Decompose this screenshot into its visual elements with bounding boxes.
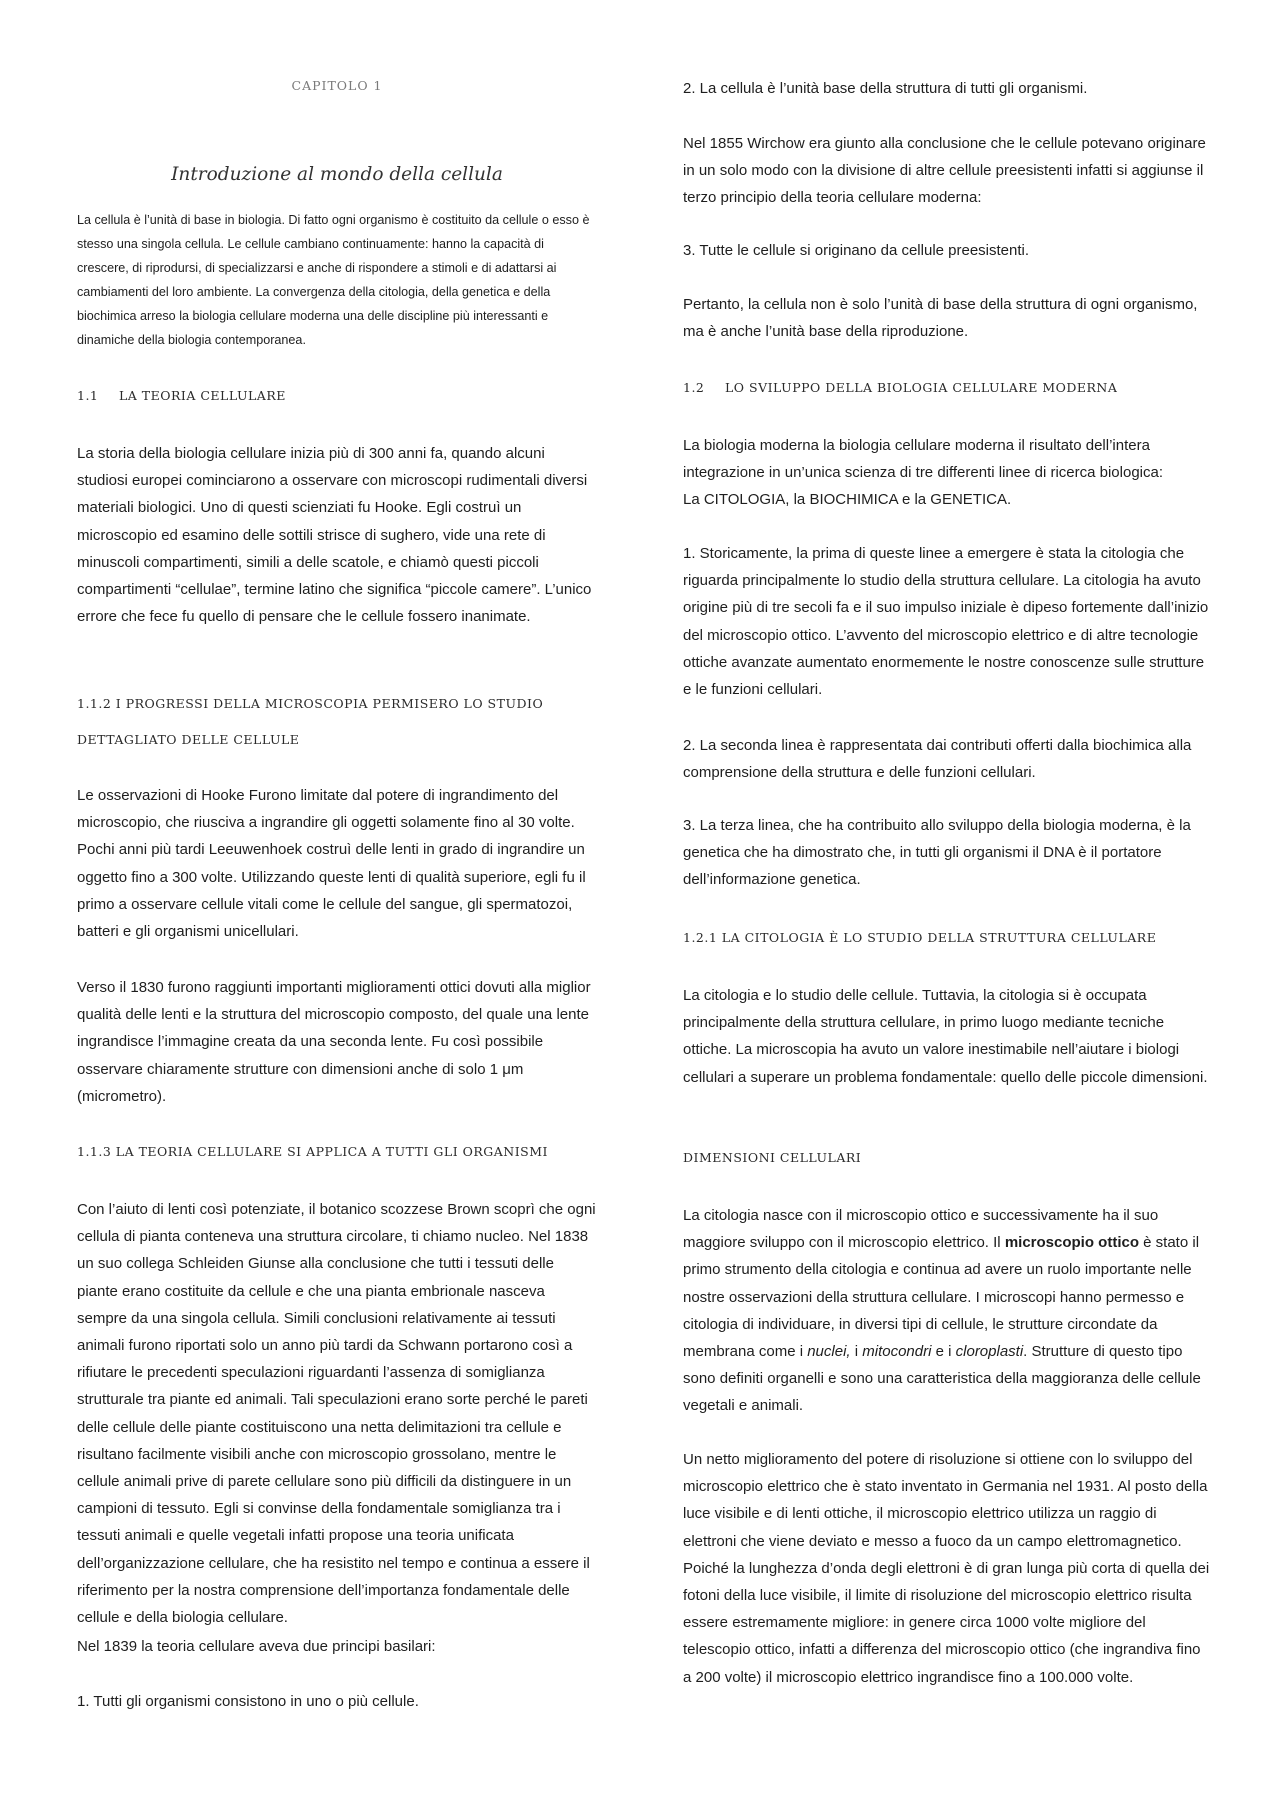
section-number: 1.1 [77, 388, 99, 403]
line-1-citologia: 1. Storicamente, la prima di queste linee a emergere è stata la citologia che riguarda principalmente lo studio della struttura cellulare. La citologia ha avuto origine più di tre secoli fa e il suo impulso iniziale è dipeso fortemente dall’inizio del microscopio ottico. L’avvento del microscopio elettrico e di altre tecnologie ottiche avanzate aumentato enormemente le nostre conoscenze sulle strutture e le funzioni cellulari. [683, 545, 1209, 699]
paragraph-wirchow: Nel 1855 Wirchow era giunto alla conclusione che le cellule potevano originare in un solo modo con la divisione di altre cellule preesistenti infatti si aggiunse il terzo principio della teoria cellulare moderna: [683, 135, 1206, 207]
section-heading-1-1-2: 1.1.2 I PROGRESSI DELLA MICROSCOPIA PERMISERO LO STUDIO DETTAGLIATO DELLE CELLULE [77, 696, 544, 747]
paragraph-1839: Nel 1839 la teoria cellulare aveva due principi basilari: [77, 1638, 436, 1655]
section-heading-1-2 [683, 370, 1211, 406]
paragraph-microscopio-elettrico: Un netto miglioramento del potere di risoluzione si ottiene con lo sviluppo del microscopio elettrico che è stato inventato in Germania nel 1931. Al posto della luce visibile e di lenti ottiche, il microscopio elettrico utilizza un raggio di elettroni che viene deviato e messo a fuoco da un campo elettromagnetico. Poiché la lunghezza d’onda degli elettroni è di gran lunga più corta di quella dei fotoni della luce visibile, il limite di risoluzione del microscopio elettrico risulta essere estremamente migliore: in genere circa 1000 volte migliore del telescopio ottico, infatti a differenza del microscopio ottico (che ingrandiva fino a 200 volte) il microscopio elettrico ingrandisce fino a 100.000 volte. [683, 1451, 1210, 1686]
section-heading-1-1 [77, 378, 597, 414]
paragraph-integrazione: La biologia moderna la biologia cellulare moderna il risultato dell’intera integrazione in un’unica scienza di tre differenti linee di ricerca biologica: [683, 437, 1163, 482]
principle-2: 2. La cellula è l’unità base della struttura di tutti gli organismi. [683, 80, 1088, 97]
line-3-genetica: 3. La terza linea, che ha contribuito allo sviluppo della biologia moderna, è la genetica che ha dimostrato che, in tutti gli organismi il DNA è il portatore dell’informazione genetica. [683, 817, 1191, 889]
principle-3: 3. Tutte le cellule si originano da cellule preesistenti. [683, 242, 1030, 259]
principle-1: 1. Tutti gli organismi consistono in uno o più cellule. [77, 1693, 419, 1710]
section-title: LO SVILUPPO DELLA BIOLOGIA CELLULARE MODERNA [725, 380, 1118, 395]
paragraph-microscopio-ottico: La citologia nasce con il microscopio ottico e successivamente ha il suo maggiore sviluppo con il microscopio elettrico. Il microscopio ottico è stato il primo strumento della citologia e continua ad avere un ruolo importante nelle nostre osservazioni della struttura cellulare. I microscopi hanno permesso e citologia di individuare, in diversi tipi di cellule, le strutture circondate da membrana come i nuclei, i mitocondri e i cloroplasti. Strutture di questo tipo sono definiti organelli e sono una caratteristica della maggioranza delle cellule vegetali e animali. [683, 1207, 1201, 1415]
chapter-label: CAPITOLO 1 [291, 78, 383, 93]
paragraph-leeuwenhoek: Le osservazioni di Hooke Furono limitate dal potere di ingrandimento del microscopio, che riusciva a ingrandire gli oggetti solamente fino al 30 volte. Pochi anni più tardi Leeuwenhoek costruì delle lenti in grado di ingrandire un oggetto fino a 300 volte. Utilizzando queste lenti di qualità superiore, egli fu il primo a osservare cellule vitali come le cellule del sangue, gli spermatozoi, batteri e gli organismi unicellulari. [77, 787, 586, 941]
chapter-title: Introduzione al mondo della cellula [171, 164, 503, 185]
paragraph-citologia: La citologia e lo studio delle cellule. Tuttavia, la citologia si è occupata principalmente della struttura cellulare, in primo luogo mediante tecniche ottiche. La microscopia ha avuto un valore inestimabile nell’aiutare i biologi cellulari a superare un problema fondamentale: quello delle piccole dimensioni. [683, 987, 1208, 1086]
paragraph-pertanto: Pertanto, la cellula non è solo l’unità di base della struttura di ogni organismo, ma è anche l’unità base della riproduzione. [683, 296, 1198, 341]
subheading-dimensioni: DIMENSIONI CELLULARI [683, 1150, 862, 1165]
term-mitocondri: mitocondri [862, 1343, 932, 1361]
section-title: LA TEORIA CELLULARE [119, 388, 286, 403]
line-2-biochimica: 2. La seconda linea è rappresentata dai contributi offerti dalla biochimica alla comprensione della struttura e delle funzioni cellulari. [683, 737, 1192, 782]
paragraph-hooke-history: La storia della biologia cellulare inizia più di 300 anni fa, quando alcuni studiosi europei cominciarono a osservare con microscopi rudimentali diversi materiali biologici. Uno di questi scienziati fu Hooke. Egli costruì un microscopio ed esamino delle sottili strisce di sughero, vide una rete di minuscoli compartimenti, simili a delle scatole, e chiamò questi piccoli compartimenti “cellulae”, termine latino che significa “piccole camere”. L’unico errore che fece fu quello di pensare che le cellule fossero inanimate. [77, 445, 592, 626]
section-heading-1-1-3: 1.1.3 LA TEORIA CELLULARE SI APPLICA A TUTTI GLI ORGANISMI [77, 1144, 548, 1159]
paragraph-1830: Verso il 1830 furono raggiunti importanti miglioramenti ottici dovuti alla miglior qualità delle lenti e la struttura del microscopio composto, del quale una lente ingrandisce l’immagine creata da una seconda lente. Fu così possibile osservare chiaramente strutture con dimensioni anche di solo 1 μm (micrometro). [77, 979, 591, 1105]
term-cloroplasti: cloroplasti [955, 1343, 1024, 1361]
paragraph-brown-schleiden: Con l’aiuto di lenti così potenziate, il botanico scozzese Brown scoprì che ogni cellula di pianta conteneva una struttura circolare, ti chiamo nucleo. Nel 1838 un suo collega Schleiden Giunse alla conclusione che tutti i tessuti delle piante erano costituite da cellule e che una pianta embrionale nasceva sempre da una singola cellula. Simili conclusioni relativamente ai tessuti animali furono riportati solo un anno più tardi da Schwann portarono così a rifiutare le precedenti speculazioni riguardanti l’assenza di somiglianza strutturale tra piante ed animali. Tali speculazioni erano sorte perché le pareti delle cellule delle piante costituiscono una netta delimitazioni tra cellule e risultano facilmente visibili anche con microscopio grossolano, mentre le cellule animali prive di parete cellulare sono più difficili da distinguere in un campioni di tessuto. Egli si convinse della fondamentale somiglianza tra i tessuti animali e quelle vegetali infatti propose una teoria unificata dell’organizzazione cellulare, che ha resistito nel tempo e continua a essere il riferimento per la nostra comprensione dell’importanza fondamentale delle cellule e della biologia cellulare. [77, 1201, 596, 1627]
three-disciplines: La CITOLOGIA, la BIOCHIMICA e la GENETICA. [683, 491, 1012, 508]
intro-paragraph: La cellula è l’unità di base in biologia. Di fatto ogni organismo è costituito da cellule o esso è stesso una singola cellula. Le cellule cambiano continuamente: hanno la capacità di crescere, di riprodursi, di specializzarsi e anche di rispondere a stimoli e di adattarsi ai cambiamenti del loro ambiente. La convergenza della citologia, della genetica e della biochimica arreso la biologia cellulare moderna una delle discipline più interessanti e dinamiche della biologia contemporanea. [77, 213, 590, 347]
term-microscopio-ottico: microscopio ottico [1004, 1234, 1139, 1252]
section-number: 1.2 [683, 380, 705, 395]
section-heading-1-2-1: 1.2.1 LA CITOLOGIA È LO STUDIO DELLA STRUTTURA CELLULARE [683, 930, 1157, 945]
term-nuclei: nuclei, [807, 1343, 851, 1361]
